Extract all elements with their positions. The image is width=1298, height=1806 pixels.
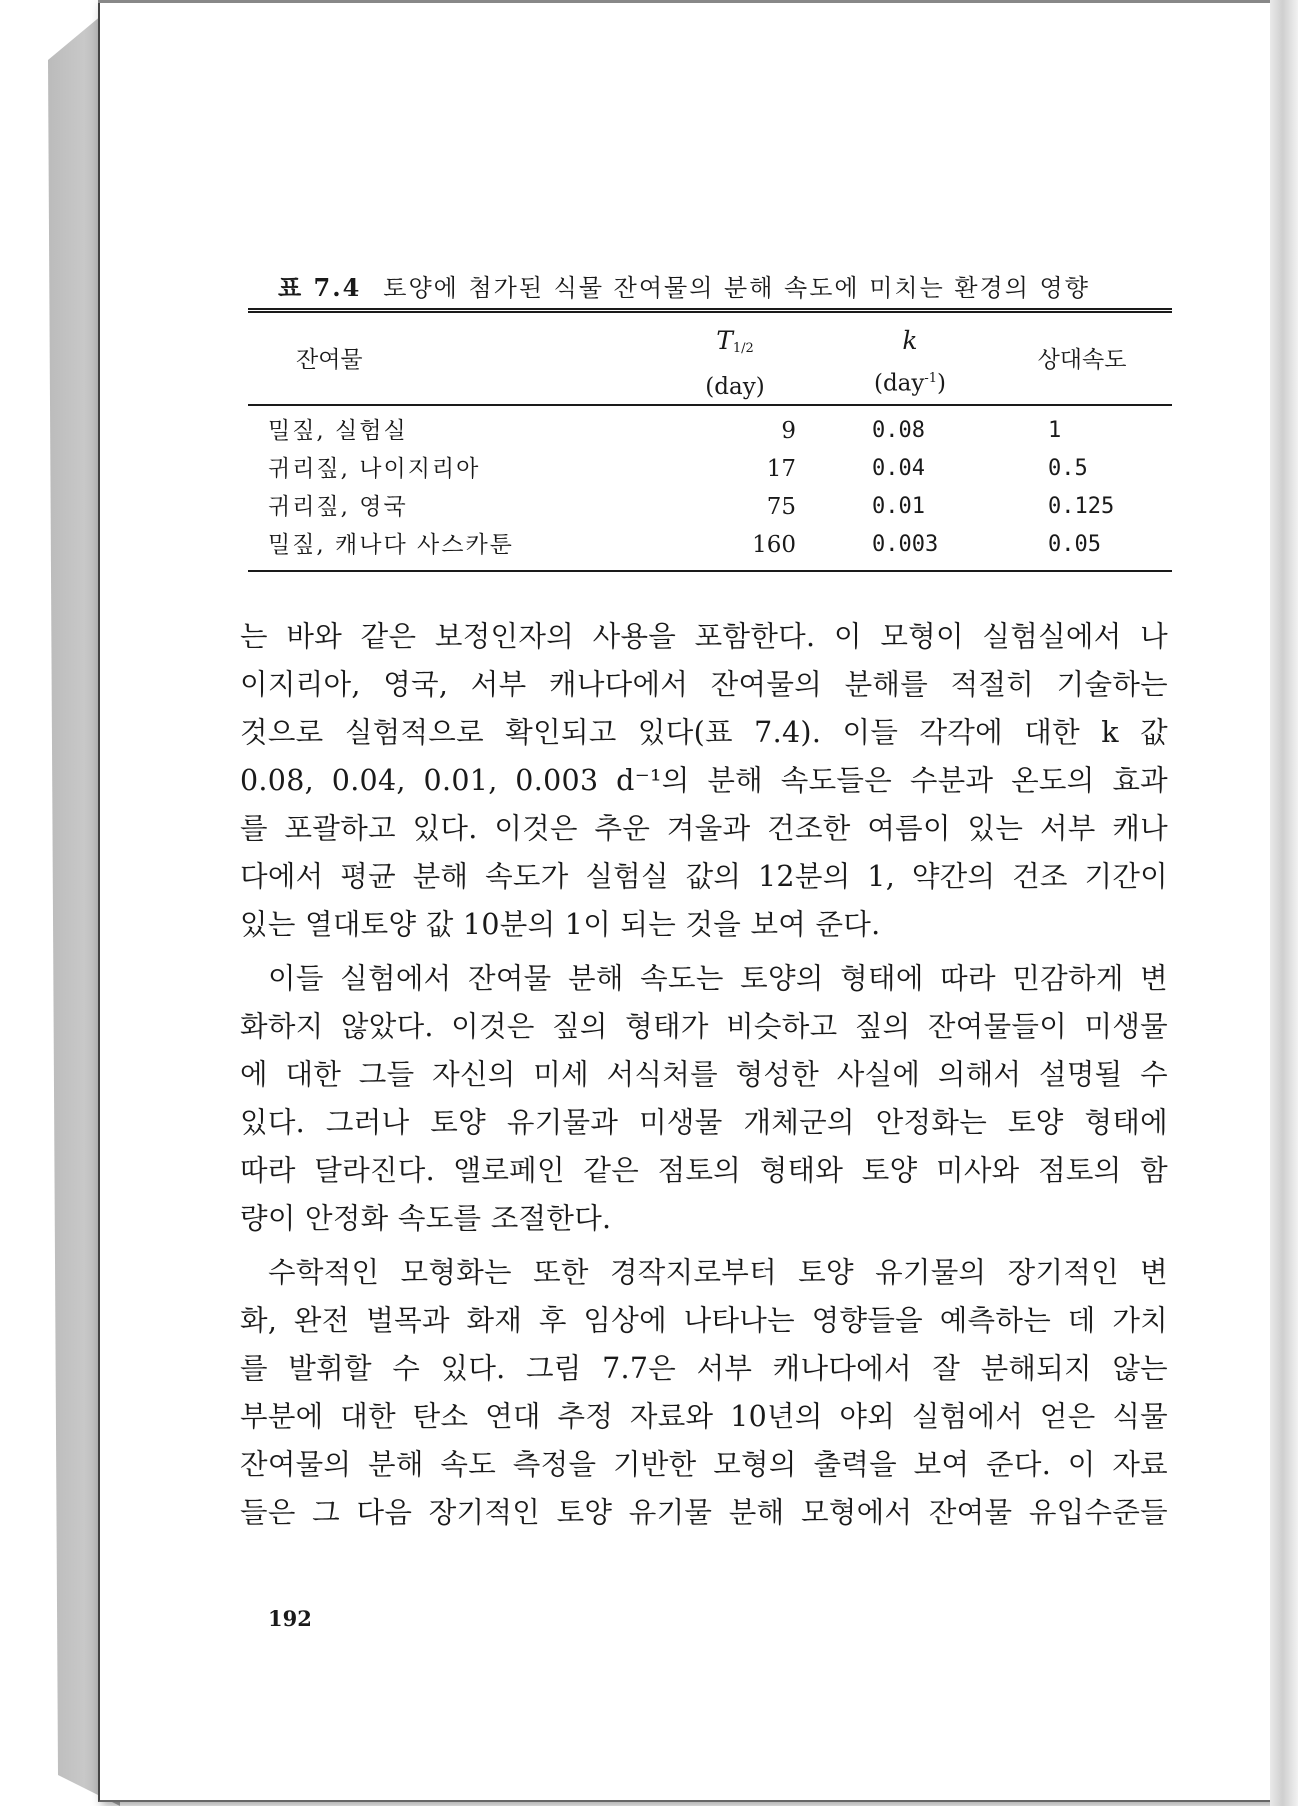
k-unit: [850, 360, 970, 403]
table-row: [268, 412, 1148, 450]
k-unit-exponent: -1: [924, 371, 938, 386]
body-line: 수학적인 모형화는 또한 경작지로부터 토양 유기물의 장기적인 변: [268, 1256, 1168, 1289]
half-life-value: 17: [766, 456, 796, 482]
body-line: 에 대한 그들 자신의 미세 서식처를 형성한 사실에 의해서 설명될 수: [240, 1058, 1168, 1091]
body-line: 부분에 대한 탄소 연대 추정 자료와 10년의 야외 실험에서 얻은 식물: [240, 1400, 1168, 1433]
body-line: 를 포괄하고 있다. 이것은 추운 겨울과 건조한 여름이 있는 서부 캐나: [240, 812, 1168, 845]
table-caption: [278, 268, 1158, 303]
page-number: 192: [268, 1606, 312, 1631]
table-row: [268, 526, 1148, 564]
body-line: 화, 완전 벌목과 화재 후 임상에 나타나는 영향들을 예측하는 데 가치: [240, 1304, 1168, 1337]
body-line: 이들 실험에서 잔여물 분해 속도는 토양의 형태에 따라 민감하게 변: [268, 962, 1168, 995]
relative-rate-value: 0.125: [1048, 494, 1115, 519]
table-top-rule: [248, 308, 1172, 313]
half-life-value: 75: [766, 494, 796, 520]
table-caption-text: 토양에 첨가된 식물 잔여물의 분해 속도에 미치는 환경의 영향: [383, 274, 1090, 302]
k-value: 0.003: [872, 532, 939, 557]
body-line: 를 발휘할 수 있다. 그림 7.7은 서부 캐나다에서 잘 분해되지 않는: [240, 1352, 1168, 1385]
k-value: 0.08: [872, 418, 925, 443]
half-life-value: 9: [781, 418, 796, 444]
body-line: 이지리아, 영국, 서부 캐나다에서 잔여물의 분해를 적절히 기술하는: [240, 668, 1168, 701]
half-life-unit: (day): [705, 374, 765, 400]
body-line: 있는 열대토양 값 10분의 1이 되는 것을 보여 준다.: [240, 908, 881, 941]
page-right-edge: [1270, 0, 1298, 1806]
k-symbol: k: [902, 326, 918, 355]
relative-rate-value: 1: [1048, 418, 1062, 443]
header-residue: 잔여물: [296, 347, 363, 373]
k-value: 0.01: [872, 494, 925, 519]
table-caption-label: 표 7.4: [278, 273, 362, 302]
header-k: [850, 322, 970, 403]
residue-name: 밀짚, 캐나다 사스카툰: [268, 532, 514, 558]
header-half-life: [690, 322, 780, 406]
body-line: 0.08, 0.04, 0.01, 0.003 d⁻¹의 분해 속도들은 수분과 온도의 효과: [240, 764, 1168, 797]
residue-name: 귀리짚, 나이지리아: [268, 456, 481, 482]
k-unit-base: (day: [873, 370, 925, 397]
body-line: 량이 안정화 속도를 조절한다.: [240, 1202, 612, 1235]
body-line: 있다. 그러나 토양 유기물과 미생물 개체군의 안정화는 토양 형태에: [240, 1106, 1168, 1139]
relative-rate-value: 0.05: [1048, 532, 1101, 557]
body-line: 것으로 실험적으로 확인되고 있다(표 7.4). 이들 각각에 대한 k 값: [240, 716, 1168, 749]
body-line: 화하지 않았다. 이것은 짚의 형태가 비슷하고 짚의 잔여물들이 미생물: [240, 1010, 1168, 1043]
body-line: 잔여물의 분해 속도 측정을 기반한 모형의 출력을 보여 준다. 이 자료: [240, 1448, 1168, 1481]
residue-name: 밀짚, 실험실: [268, 418, 408, 444]
residue-name: 귀리짚, 영국: [268, 494, 408, 520]
body-line: 다에서 평균 분해 속도가 실험실 값의 12분의 1, 약간의 건조 기간이: [240, 860, 1168, 893]
table-row: [268, 450, 1148, 488]
half-life-value: 160: [752, 532, 796, 558]
table-header-rule: [248, 404, 1172, 406]
body-line: 들은 그 다음 장기적인 토양 유기물 분해 모형에서 잔여물 유입수준들: [240, 1496, 1168, 1529]
table-row: [268, 488, 1148, 526]
body-line: 는 바와 같은 보정인자의 사용을 포함한다. 이 모형이 실험실에서 나: [240, 620, 1168, 653]
body-line: 따라 달라진다. 앨로페인 같은 점토의 형태와 토양 미사와 점토의 함: [240, 1154, 1168, 1187]
k-value: 0.04: [872, 456, 925, 481]
k-unit-close: ): [937, 370, 947, 397]
page-top-edge: [98, 0, 1288, 3]
relative-rate-value: 0.5: [1048, 456, 1088, 481]
table-bottom-rule: [248, 570, 1172, 572]
half-life-symbol: T: [716, 326, 733, 355]
header-relative-rate: 상대속도: [1037, 347, 1127, 373]
half-life-subscript: 1/2: [732, 341, 754, 356]
